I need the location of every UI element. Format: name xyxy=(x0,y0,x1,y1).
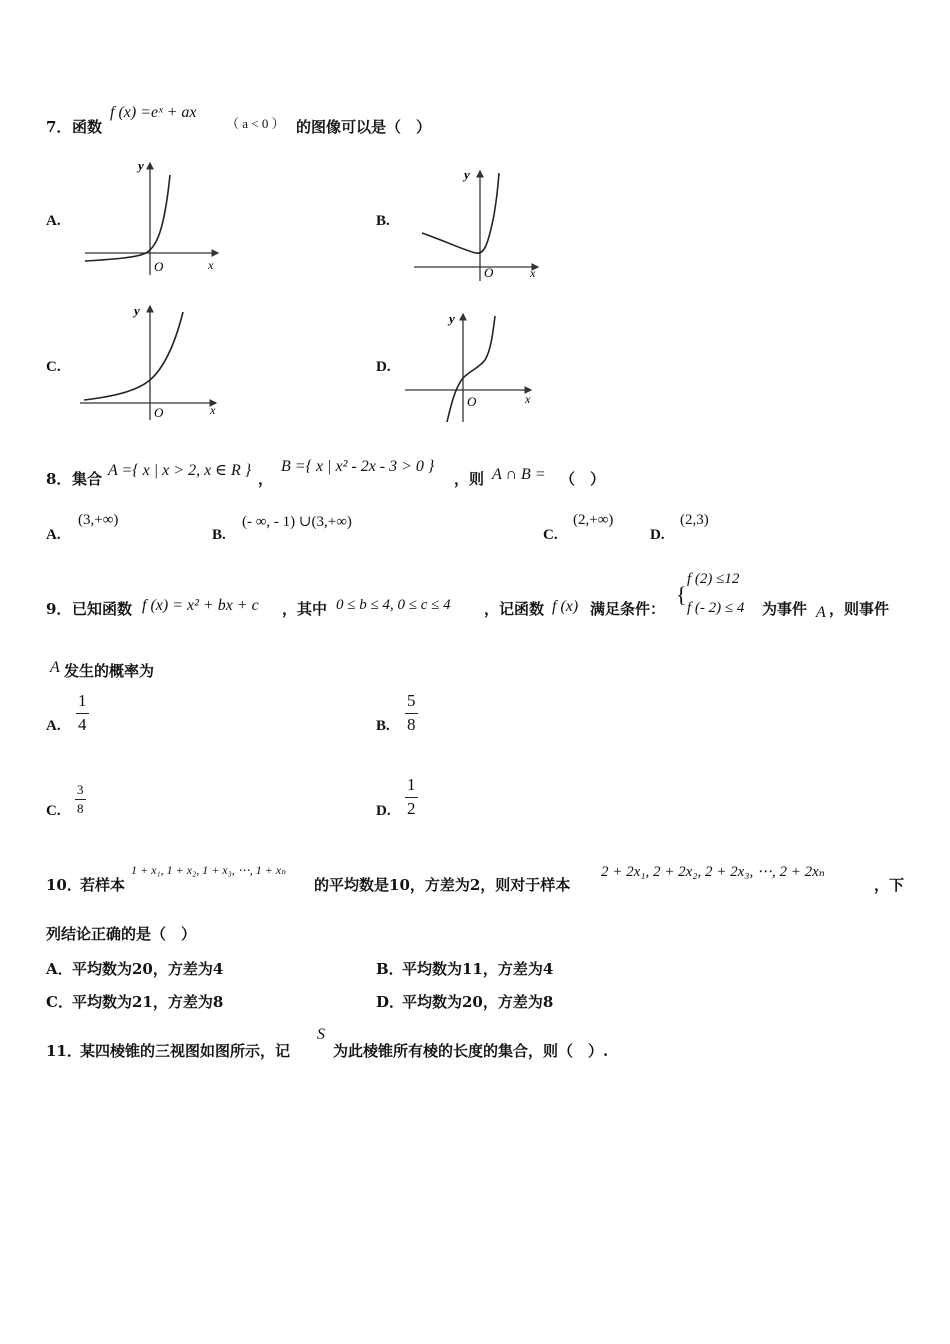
q8-set-a: A ={ x | x > 2, x ∈ R } xyxy=(108,462,252,479)
q7-condition: （ a < 0 ） xyxy=(226,116,285,131)
q7-graph-b[interactable] xyxy=(410,165,545,283)
q7-number: 7． xyxy=(46,118,72,136)
q8-option-d-text[interactable]: (2,3) xyxy=(680,512,709,528)
curve xyxy=(85,175,170,261)
q10-option-c-label[interactable]: C． xyxy=(46,993,73,1011)
q9-option-d-label[interactable]: D. xyxy=(376,803,391,819)
q11-lead: 某四棱锥的三视图如图所示，记 xyxy=(80,1042,291,1060)
q10-line2: 列结论正确的是（ ） xyxy=(46,925,197,943)
q10-option-b-text[interactable]: 平均数为11，方差为4 xyxy=(402,960,554,978)
q9-number: 9． xyxy=(46,600,72,618)
q7-graph-c[interactable] xyxy=(78,300,223,422)
denominator: 4 xyxy=(78,714,87,734)
origin-label: O xyxy=(484,265,494,280)
numerator: 1 xyxy=(76,692,89,714)
denominator: 2 xyxy=(407,798,416,818)
numerator: 3 xyxy=(75,783,86,800)
q10-number: 10． xyxy=(46,876,82,894)
x-label: x xyxy=(530,266,536,280)
curve xyxy=(84,312,183,400)
q8-option-b-label[interactable]: B. xyxy=(212,527,226,543)
q9-tail: ，则事件 xyxy=(829,600,890,618)
numerator: 5 xyxy=(405,692,418,714)
q9-line2-var: A xyxy=(50,659,60,676)
q9-range: 0 ≤ b ≤ 4, 0 ≤ c ≤ 4 xyxy=(336,597,451,613)
x-label: x xyxy=(525,392,531,406)
q9-option-c-label[interactable]: C. xyxy=(46,803,61,819)
q8-option-c-label[interactable]: C. xyxy=(543,527,558,543)
q7-function: f (x) =eˣ + ax xyxy=(110,104,197,121)
q9-mid3: 满足条件： xyxy=(590,600,666,618)
q11-var: S xyxy=(317,1026,325,1043)
q8-option-b-text[interactable]: (- ∞, - 1) ∪(3,+∞) xyxy=(242,514,352,530)
q10-tail: ，下 xyxy=(874,876,905,894)
q8-expression: A ∩ B = xyxy=(492,466,546,483)
q8-option-a-label[interactable]: A. xyxy=(46,527,61,543)
q9-option-b-fraction[interactable] xyxy=(405,692,418,734)
q8-separator: ， xyxy=(258,470,274,488)
q10-sample1: 1 + x₁, 1 + x₂, 1 + x₃, ⋯, 1 + xₙ xyxy=(131,863,287,877)
q9-option-a-fraction[interactable] xyxy=(76,692,89,734)
q8-tail: （ ） xyxy=(560,470,606,488)
denominator: 8 xyxy=(77,801,84,817)
q9-option-b-label[interactable]: B. xyxy=(376,718,390,734)
q10-option-b-label[interactable]: B． xyxy=(376,960,404,978)
q8-option-c-text[interactable]: (2,+∞) xyxy=(573,512,614,528)
q9-option-a-label[interactable]: A. xyxy=(46,718,61,734)
q9-mid4: 为事件 xyxy=(762,600,808,618)
q10-option-c-text[interactable]: 平均数为21，方差为8 xyxy=(72,993,224,1011)
numerator: 1 xyxy=(405,776,418,798)
q7-graph-d[interactable] xyxy=(403,310,540,425)
q7-graph-a[interactable] xyxy=(80,155,225,280)
y-label: y xyxy=(134,303,140,318)
q9-cond2: f (- 2) ≤ 4 xyxy=(687,600,745,616)
q7-option-a-label[interactable]: A. xyxy=(46,213,61,229)
x-label: x xyxy=(210,403,216,417)
q9-fx: f (x) xyxy=(552,598,579,615)
q8-then: ，则 xyxy=(454,470,485,488)
q8-lead: 集合 xyxy=(72,470,103,488)
q7-tail: 的图像可以是（ ） xyxy=(296,118,432,136)
origin-label: O xyxy=(154,259,164,274)
q11-tail: 为此棱锥所有棱的长度的集合，则（ ）. xyxy=(333,1042,609,1060)
q10-option-d-label[interactable]: D． xyxy=(376,993,405,1011)
q11-number: 11． xyxy=(46,1042,82,1060)
q9-line2: 发生的概率为 xyxy=(64,662,155,680)
q8-number: 8． xyxy=(46,470,72,488)
q7-option-d-label[interactable]: D. xyxy=(376,359,391,375)
q7-option-b-label[interactable]: B. xyxy=(376,213,390,229)
q8-option-a-text[interactable]: (3,+∞) xyxy=(78,512,119,528)
q10-mid: 的平均数是10，方差为2，则对于样本 xyxy=(314,876,571,894)
q9-brace: { xyxy=(676,582,687,607)
y-label: y xyxy=(138,158,144,173)
q9-cond1: f (2) ≤12 xyxy=(687,571,740,587)
origin-label: O xyxy=(467,394,477,409)
x-label: x xyxy=(208,258,214,272)
q9-option-c-fraction[interactable] xyxy=(75,783,86,817)
y-label: y xyxy=(449,311,455,326)
q9-mid2: ，记函数 xyxy=(484,600,545,618)
q7-option-c-label[interactable]: C. xyxy=(46,359,61,375)
q10-sample2: 2 + 2x₁, 2 + 2x₂, 2 + 2x₃, ⋯, 2 + 2xₙ xyxy=(601,864,825,880)
q9-event: A xyxy=(816,604,826,621)
q8-set-b: B ={ x | x² - 2x - 3 > 0 } xyxy=(281,458,435,475)
q8-option-d-label[interactable]: D. xyxy=(650,527,665,543)
origin-label: O xyxy=(154,405,164,420)
q9-function: f (x) = x² + bx + c xyxy=(142,597,259,614)
q10-option-a-text[interactable]: 平均数为20，方差为4 xyxy=(72,960,224,978)
q9-mid: ，其中 xyxy=(282,600,328,618)
q10-option-a-label[interactable]: A． xyxy=(46,960,73,978)
q9-lead: 已知函数 xyxy=(72,600,133,618)
q9-option-d-fraction[interactable] xyxy=(405,776,418,818)
y-label: y xyxy=(464,167,470,182)
q10-option-d-text[interactable]: 平均数为20，方差为8 xyxy=(402,993,554,1011)
curve xyxy=(422,173,499,253)
q7-lead: 函数 xyxy=(72,118,103,136)
q10-lead: 若样本 xyxy=(80,876,126,894)
denominator: 8 xyxy=(407,714,416,734)
